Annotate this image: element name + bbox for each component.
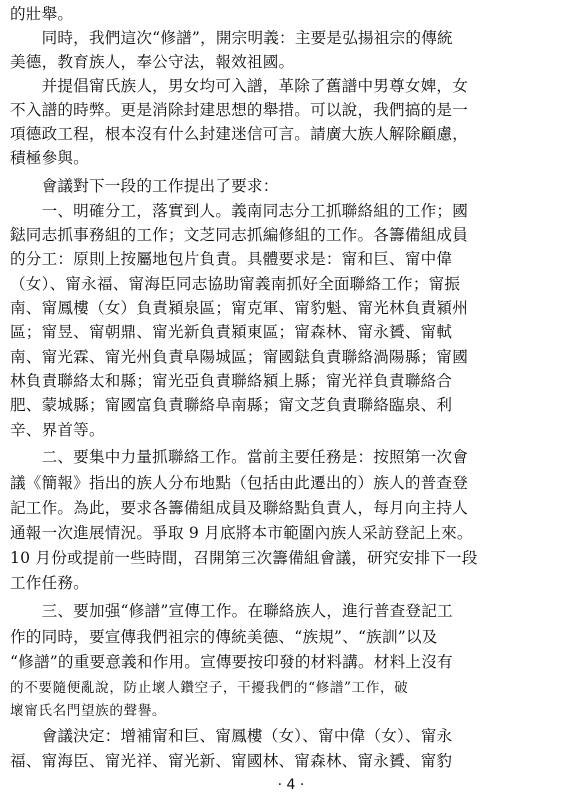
text-line: 的壯舉。 <box>10 5 74 23</box>
text-line: 不入譜的時弊。更是消除封建思想的舉措。可以說，我們搞的是一 <box>10 101 469 119</box>
text-line: （女）、甯永福、甯海臣同志協助甯義南抓好全面聯絡工作；甯振 <box>10 275 461 293</box>
text-line: 肥、蒙城縣；甯國富負責聯絡阜南縣；甯文芝負責聯絡臨泉、利 <box>10 396 453 414</box>
text-line: 二、要集中力量抓聯絡工作。當前主要任務是：按照第一次會 <box>10 448 469 466</box>
text-line: 壞甯氏名門望族的聲譽。 <box>10 703 167 719</box>
text-line: 工作任務。 <box>10 574 89 592</box>
text-line: 一、明確分工，落實到人。義南同志分工抓聯絡組的工作；國 <box>10 202 469 220</box>
text-line: 同時，我們這次“修譜”，開宗明義：主要是弘揚祖宗的傳統 <box>10 29 453 47</box>
text-line: 會議決定：增補甯和巨、甯鳳樓（女）、甯中偉（女）、甯永 <box>10 727 453 745</box>
text-line: 的分工：原則上按屬地包片負責。具體要求是：甯和巨、甯中偉 <box>10 250 453 268</box>
text-line: 三、要加强“修譜”宣傳工作。在聯絡族人，進行普查登記工 <box>10 602 453 620</box>
text-line: 辛、界首等。 <box>10 421 105 439</box>
text-line: 10 月份或提前一些時間，召開第三次籌備組會議，研究安排下一段 <box>10 549 478 567</box>
text-line: 記工作。為此，要求各籌備組成員及聯絡點負責人，每月向主持人 <box>10 499 469 517</box>
text-line: 的不要隨便亂說，防止壞人鑽空子，干擾我們的“修譜”工作，破 <box>10 680 409 696</box>
text-line: 美德，教育族人，奉公守法，報效祖國。 <box>10 53 295 71</box>
text-line: 南、甯鳳樓（女）負責潁泉區；甯克軍、甯豹魁、甯光林負責潁州 <box>10 299 469 317</box>
text-line: 福、甯海臣、甯光祥、甯光新、甯國林、甯森林、甯永贇、甯豹 <box>10 752 453 770</box>
text-line: 作的同時，要宣傳我們祖宗的傳統美德、“族規”、“族訓”以及 <box>10 628 438 646</box>
text-line: 積極參與。 <box>10 149 89 167</box>
page-number: · 4 · <box>277 777 305 793</box>
text-line: 會議對下一段的工作提出了要求： <box>10 177 279 195</box>
text-line: 南、甯光霖、甯光州負責阜陽城區；甯國鍅負責聯絡渦陽縣；甯國 <box>10 348 469 366</box>
text-line: 項德政工程，根本沒有什么封建迷信可言。請廣大族人解除顧慮， <box>10 125 469 143</box>
text-line: 鍅同志抓事務組的工作；文芝同志抓編修組的工作。各籌備組成員 <box>10 226 469 244</box>
text-line: 林負責聯絡太和縣；甯光亞負責聯絡潁上縣；甯光祥負責聯絡合 <box>10 372 453 390</box>
text-line: 區；甯昱、甯朝鼎、甯光新負責潁東區；甯森林、甯永贇、甯軾 <box>10 323 453 341</box>
text-line: 通報一次進展情況。爭取 9 月底將本市範圍內族人采訪登記上來。 <box>10 524 473 542</box>
text-line: “修譜”的重要意義和作用。宣傳要按印發的材料講。材料上沒有 <box>10 653 453 671</box>
text-line: 并提倡甯氏族人，男女均可入譜，革除了舊譜中男尊女婢，女 <box>10 77 469 95</box>
text-line: 議《簡報》指出的族人分布地點（包括由此遷出的）族人的普查登 <box>10 474 469 492</box>
